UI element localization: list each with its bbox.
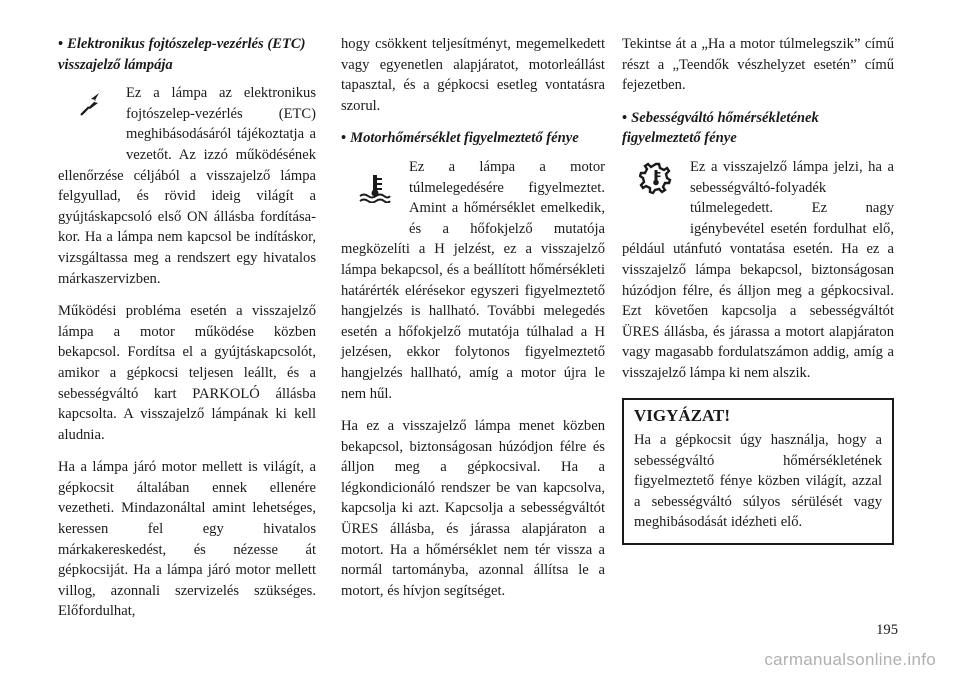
bullet: •	[622, 109, 628, 126]
bullet: •	[58, 36, 64, 52]
transmission-temperature-icon	[622, 157, 690, 219]
transmission-temp-paragraph: Ez a visszajelző lámpa jelzi, ha a sebességváltó-folyadék túlmelegedett. Ez nagy igénybevétel esetén fordulhat elő, például utánfutó vontatása esetén. Ha ez a visszajelző lámpa bekapcsol, biztonságosan húzódjon félre, és álljon meg a gépkocsival. Ezt követően kapcsolja a sebességváltót ÜRES állásba, és járassa a motort alapjáraton vagy magasabb fordulatszámon addig, amíg a visszajelző lámpa ki nem alszik.	[622, 158, 894, 381]
etc-paragraph-2: Működési probléma esetén a visszajelző lámpa a motor működése közben bekapcsol. Fordítsa el a gyújtáskapcsolót, amikor a gépkocsi teljesen leállt, és a sebességváltó kart PARKOLÓ állásba kapcsolta. A visszajelző lámpának ki kell aludnia.	[58, 303, 316, 443]
watermark: carmanualsonline.info	[764, 650, 936, 669]
etc-lightning-icon	[58, 83, 126, 145]
warning-box	[622, 398, 894, 546]
warning-text: Ha a gépkocsit úgy használja, hogy a sebességváltó hőmérsékletének figyelmeztető fénye közben világít, azzal a sebességváltó súlyos sérülését vagy meghibásodását idézheti elő.	[634, 432, 882, 531]
col2-paragraph-3: Ha ez a visszajelző lámpa menet közben bekapcsol, biztonságosan húzódjon félre és álljon meg a gépkocsival. Ha a légkondicionáló rendszer be van kapcsolva, kapcsolja ki azt. Kapcsolja a sebességváltót ÜRES állásba, és járassa alapjáraton a motort. Ha a hőmérséklet nem tér vissza a normál tartományba, azonnal állítsa le a motort, és hívjon segítséget.	[341, 418, 605, 599]
coolant-temperature-icon	[341, 157, 409, 219]
column-3	[622, 34, 894, 545]
column-1	[58, 34, 316, 634]
engine-temp-heading	[341, 128, 605, 149]
warning-title: VIGYÁZAT!	[634, 405, 731, 425]
etc-heading	[58, 34, 316, 75]
etc-paragraph-1: Ez a lámpa az elektronikus fojtószelep-vezérlés (ETC) meghibásodásáról tájékoztatja a vezetőt. Az izzó működésének ellenőrzése céljából a visszajelző lámpa felgyullad, és rövid ideig világít a gyújtáskapcsoló első ON állásba fordításakor. Ha a lámpa nem kapcsol be indításkor, vizsgáltassa meg a rendszert egy hivatalos márkaszervizben.	[58, 85, 316, 287]
etc-paragraph-3: Ha a lámpa járó motor mellett is világít, a gépkocsit általában ennek ellenére vezetheti. Mindazonáltal amint lehetséges, keressen fel egy hivatalos márkakereskedést, és nézesse át gépkocsiját. Ha a lámpa járó motor mellett villog, azonnali szervizelés szükséges. Előfordulhat,	[58, 459, 316, 620]
col3-paragraph-1: Tekintse át a „Ha a motor túlmelegszik” című részt a „Teendők vészhelyzet esetén” című fejezetben.	[622, 36, 894, 94]
engine-temp-heading-text: Motorhőmérséklet figyelmeztető fénye	[350, 130, 579, 147]
column-2	[341, 34, 605, 613]
col2-paragraph-1: hogy csökkent teljesítményt, megemelkedett vagy egyenetlen alapjáratot, motorleállást tapasztal, és a gépkocsi esetleg vontatásra szorul.	[341, 36, 605, 114]
transmission-temp-heading-text: Sebességváltó hőmérsékletének figyelmeztető fénye	[622, 109, 819, 147]
page-number: 195	[876, 622, 898, 638]
transmission-temp-heading	[622, 108, 894, 149]
engine-temp-paragraph: Ez a lámpa a motor túlmelegedésére figyelmeztet. Amint a hőmérséklet emelkedik, és a hőfokjelző mutatója megközelíti a H jelzést, ez a visszajelző lámpa bekapcsol, és a beállított hőmérsékleti határérték elérésekor egyszeri figyelmeztető hangjelzés is hallható. További melegedés esetén a hőfokjelző mutatója túlhalad a H jelzésen, ekkor folytonos figyelmeztető hangjelzés hallható, amíg a motor újra le nem hűl.	[341, 158, 605, 402]
bullet: •	[341, 130, 347, 147]
etc-heading-text: Elektronikus fojtószelep-vezérlés (ETC) visszajelző lámpája	[58, 36, 306, 73]
